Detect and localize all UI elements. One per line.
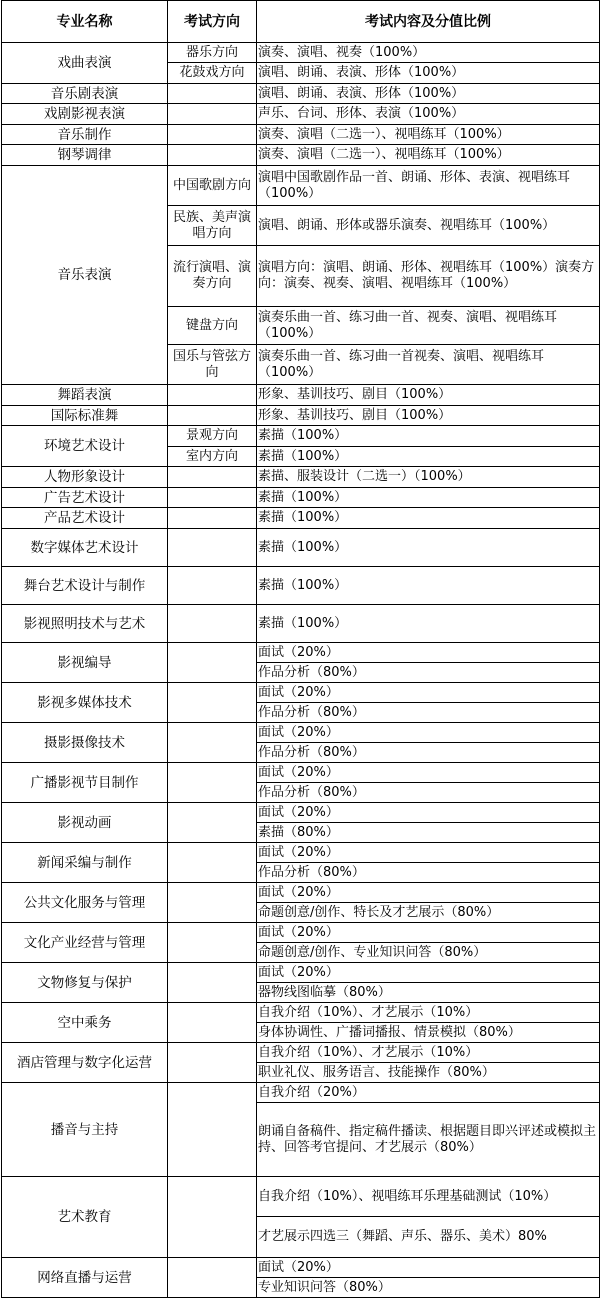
content-cell: 自我介绍（10%）、才艺展示（10%） — [257, 1003, 600, 1023]
direction-cell — [168, 406, 257, 426]
content-cell: 素描（100%） — [257, 508, 600, 529]
major-cell: 文物修复与保护 — [2, 963, 168, 1003]
table-row — [2, 1043, 600, 1063]
content-cell: 演唱、朗诵、表演、形体（100%） — [257, 63, 600, 84]
content-cell: 声乐、台词、形体、表演（100%） — [257, 104, 600, 125]
table-row — [2, 43, 600, 63]
table-row — [2, 883, 600, 903]
major-cell: 产品艺术设计 — [2, 508, 168, 529]
content-cell: 才艺展示四选三（舞蹈、声乐、器乐、美术）80% — [257, 1217, 600, 1258]
content-cell: 面试（20%） — [257, 883, 600, 903]
major-cell: 广播影视节目制作 — [2, 763, 168, 803]
major-cell: 钢琴调律 — [2, 145, 168, 166]
major-cell: 公共文化服务与管理 — [2, 883, 168, 923]
direction-cell — [168, 84, 257, 104]
content-cell: 素描、服装设计（二选一）（100%） — [257, 467, 600, 488]
table-row — [2, 125, 600, 145]
direction-cell: 国乐与管弦方向 — [168, 345, 257, 385]
table-row — [2, 1083, 600, 1103]
major-cell: 影视编导 — [2, 643, 168, 683]
direction-cell — [168, 643, 257, 683]
direction-cell — [168, 488, 257, 508]
table-row — [2, 467, 600, 488]
direction-cell — [168, 963, 257, 1003]
exam-table — [1, 0, 600, 1298]
table-row — [2, 643, 600, 663]
table-row — [2, 963, 600, 983]
direction-cell: 键盘方向 — [168, 307, 257, 345]
table-row — [2, 1258, 600, 1278]
direction-cell — [168, 763, 257, 803]
content-cell: 面试（20%） — [257, 1258, 600, 1278]
table-row — [2, 385, 600, 406]
header-content: 考试内容及分值比例 — [257, 1, 600, 43]
major-cell: 影视多媒体技术 — [2, 683, 168, 723]
content-cell: 作品分析（80%） — [257, 783, 600, 803]
table-row — [2, 923, 600, 943]
content-cell: 面试（20%） — [257, 803, 600, 823]
major-cell: 戏剧影视表演 — [2, 104, 168, 125]
table-row — [2, 529, 600, 567]
content-cell: 朗诵自备稿件、指定稿件播读、根据题目即兴评述或模拟主持、回答考官提问、才艺展示（80%） — [257, 1103, 600, 1177]
major-cell: 舞蹈表演 — [2, 385, 168, 406]
content-cell: 面试（20%） — [257, 843, 600, 863]
direction-cell — [168, 145, 257, 166]
content-cell: 自我介绍（20%） — [257, 1083, 600, 1103]
content-cell: 演奏、演唱（二选一）、视唱练耳（100%） — [257, 145, 600, 166]
direction-cell: 室内方向 — [168, 447, 257, 467]
header-row — [2, 1, 600, 43]
major-cell: 戏曲表演 — [2, 43, 168, 84]
direction-cell — [168, 104, 257, 125]
table-row — [2, 803, 600, 823]
content-cell: 形象、基训技巧、剧目（100%） — [257, 406, 600, 426]
major-cell: 摄影摄像技术 — [2, 723, 168, 763]
direction-cell: 民族、美声演唱方向 — [168, 206, 257, 246]
table-row — [2, 605, 600, 643]
content-cell: 自我介绍（10%）、才艺展示（10%） — [257, 1043, 600, 1063]
major-cell: 国际标准舞 — [2, 406, 168, 426]
direction-cell: 花鼓戏方向 — [168, 63, 257, 84]
table-row — [2, 104, 600, 125]
content-cell: 素描（100%） — [257, 488, 600, 508]
table-row — [2, 567, 600, 605]
content-cell: 作品分析（80%） — [257, 703, 600, 723]
content-cell: 自我介绍（10%）、视唱练耳乐理基础测试（10%） — [257, 1177, 600, 1217]
major-cell: 音乐剧表演 — [2, 84, 168, 104]
content-cell: 演唱中国歌剧作品一首、朗诵、形体、表演、视唱练耳（100%） — [257, 166, 600, 206]
content-cell: 素描（100%） — [257, 447, 600, 467]
direction-cell — [168, 1177, 257, 1258]
major-cell: 空中乘务 — [2, 1003, 168, 1043]
direction-cell — [168, 125, 257, 145]
content-cell: 作品分析（80%） — [257, 863, 600, 883]
direction-cell — [168, 1258, 257, 1298]
content-cell: 面试（20%） — [257, 923, 600, 943]
major-cell: 影视动画 — [2, 803, 168, 843]
direction-cell — [168, 683, 257, 723]
content-cell: 演奏、演唱、视奏（100%） — [257, 43, 600, 63]
content-cell: 演奏乐曲一首、练习曲一首、视奏、演唱、视唱练耳（100%） — [257, 307, 600, 345]
direction-cell — [168, 1003, 257, 1043]
content-cell: 素描（100%） — [257, 605, 600, 643]
header-direction: 考试方向 — [168, 1, 257, 43]
table-row — [2, 426, 600, 447]
table-row — [2, 508, 600, 529]
content-cell: 专业知识问答（80%） — [257, 1278, 600, 1298]
direction-cell — [168, 1043, 257, 1083]
direction-cell — [168, 1083, 257, 1177]
table-row — [2, 683, 600, 703]
table-row — [2, 1177, 600, 1217]
direction-cell — [168, 803, 257, 843]
direction-cell: 流行演唱、演奏方向 — [168, 246, 257, 307]
content-cell: 命题创意/创作、特长及才艺展示（80%） — [257, 903, 600, 923]
major-cell: 艺术教育 — [2, 1177, 168, 1258]
table-row — [2, 763, 600, 783]
content-cell: 面试（20%） — [257, 963, 600, 983]
content-cell: 形象、基训技巧、剧目（100%） — [257, 385, 600, 406]
major-cell: 舞台艺术设计与制作 — [2, 567, 168, 605]
major-cell: 酒店管理与数字化运营 — [2, 1043, 168, 1083]
major-cell: 播音与主持 — [2, 1083, 168, 1177]
major-cell: 文化产业经营与管理 — [2, 923, 168, 963]
content-cell: 面试（20%） — [257, 643, 600, 663]
major-cell: 网络直播与运营 — [2, 1258, 168, 1298]
content-cell: 面试（20%） — [257, 683, 600, 703]
major-cell: 数字媒体艺术设计 — [2, 529, 168, 567]
table-row — [2, 406, 600, 426]
direction-cell — [168, 723, 257, 763]
direction-cell — [168, 385, 257, 406]
table-row — [2, 723, 600, 743]
direction-cell — [168, 567, 257, 605]
direction-cell: 器乐方向 — [168, 43, 257, 63]
table-row — [2, 145, 600, 166]
major-cell: 新闻采编与制作 — [2, 843, 168, 883]
content-cell: 素描（100%） — [257, 426, 600, 447]
content-cell: 素描（80%） — [257, 823, 600, 843]
content-cell: 演唱方向：演唱、朗诵、形体、视唱练耳（100%）演奏方向：演奏、视奏、演唱、视唱练耳（100%） — [257, 246, 600, 307]
content-cell: 器物线图临摹（80%） — [257, 983, 600, 1003]
major-cell: 环境艺术设计 — [2, 426, 168, 467]
header-major: 专业名称 — [2, 1, 168, 43]
major-cell: 音乐制作 — [2, 125, 168, 145]
content-cell: 演唱、朗诵、表演、形体（100%） — [257, 84, 600, 104]
content-cell: 命题创意/创作、专业知识问答（80%） — [257, 943, 600, 963]
content-cell: 面试（20%） — [257, 763, 600, 783]
content-cell: 素描（100%） — [257, 567, 600, 605]
table-row — [2, 1003, 600, 1023]
content-cell: 演奏乐曲一首、练习曲一首视奏、演唱、视唱练耳（100%） — [257, 345, 600, 385]
content-cell: 面试（20%） — [257, 723, 600, 743]
table-row — [2, 843, 600, 863]
content-cell: 演唱、朗诵、形体或器乐演奏、视唱练耳（100%） — [257, 206, 600, 246]
content-cell: 演奏、演唱（二选一）、视唱练耳（100%） — [257, 125, 600, 145]
table-row — [2, 488, 600, 508]
direction-cell — [168, 923, 257, 963]
direction-cell — [168, 508, 257, 529]
content-cell: 作品分析（80%） — [257, 663, 600, 683]
major-cell: 影视照明技术与艺术 — [2, 605, 168, 643]
direction-cell: 中国歌剧方向 — [168, 166, 257, 206]
direction-cell — [168, 467, 257, 488]
content-cell: 职业礼仪、服务语言、技能操作（80%） — [257, 1063, 600, 1083]
content-cell: 身体协调性、广播词播报、情景模拟（80%） — [257, 1023, 600, 1043]
direction-cell — [168, 883, 257, 923]
direction-cell — [168, 529, 257, 567]
table-row — [2, 166, 600, 206]
major-cell: 人物形象设计 — [2, 467, 168, 488]
major-cell: 广告艺术设计 — [2, 488, 168, 508]
content-cell: 素描（100%） — [257, 529, 600, 567]
direction-cell: 景观方向 — [168, 426, 257, 447]
direction-cell — [168, 843, 257, 883]
table-row — [2, 84, 600, 104]
direction-cell — [168, 605, 257, 643]
content-cell: 作品分析（80%） — [257, 743, 600, 763]
major-cell: 音乐表演 — [2, 166, 168, 385]
